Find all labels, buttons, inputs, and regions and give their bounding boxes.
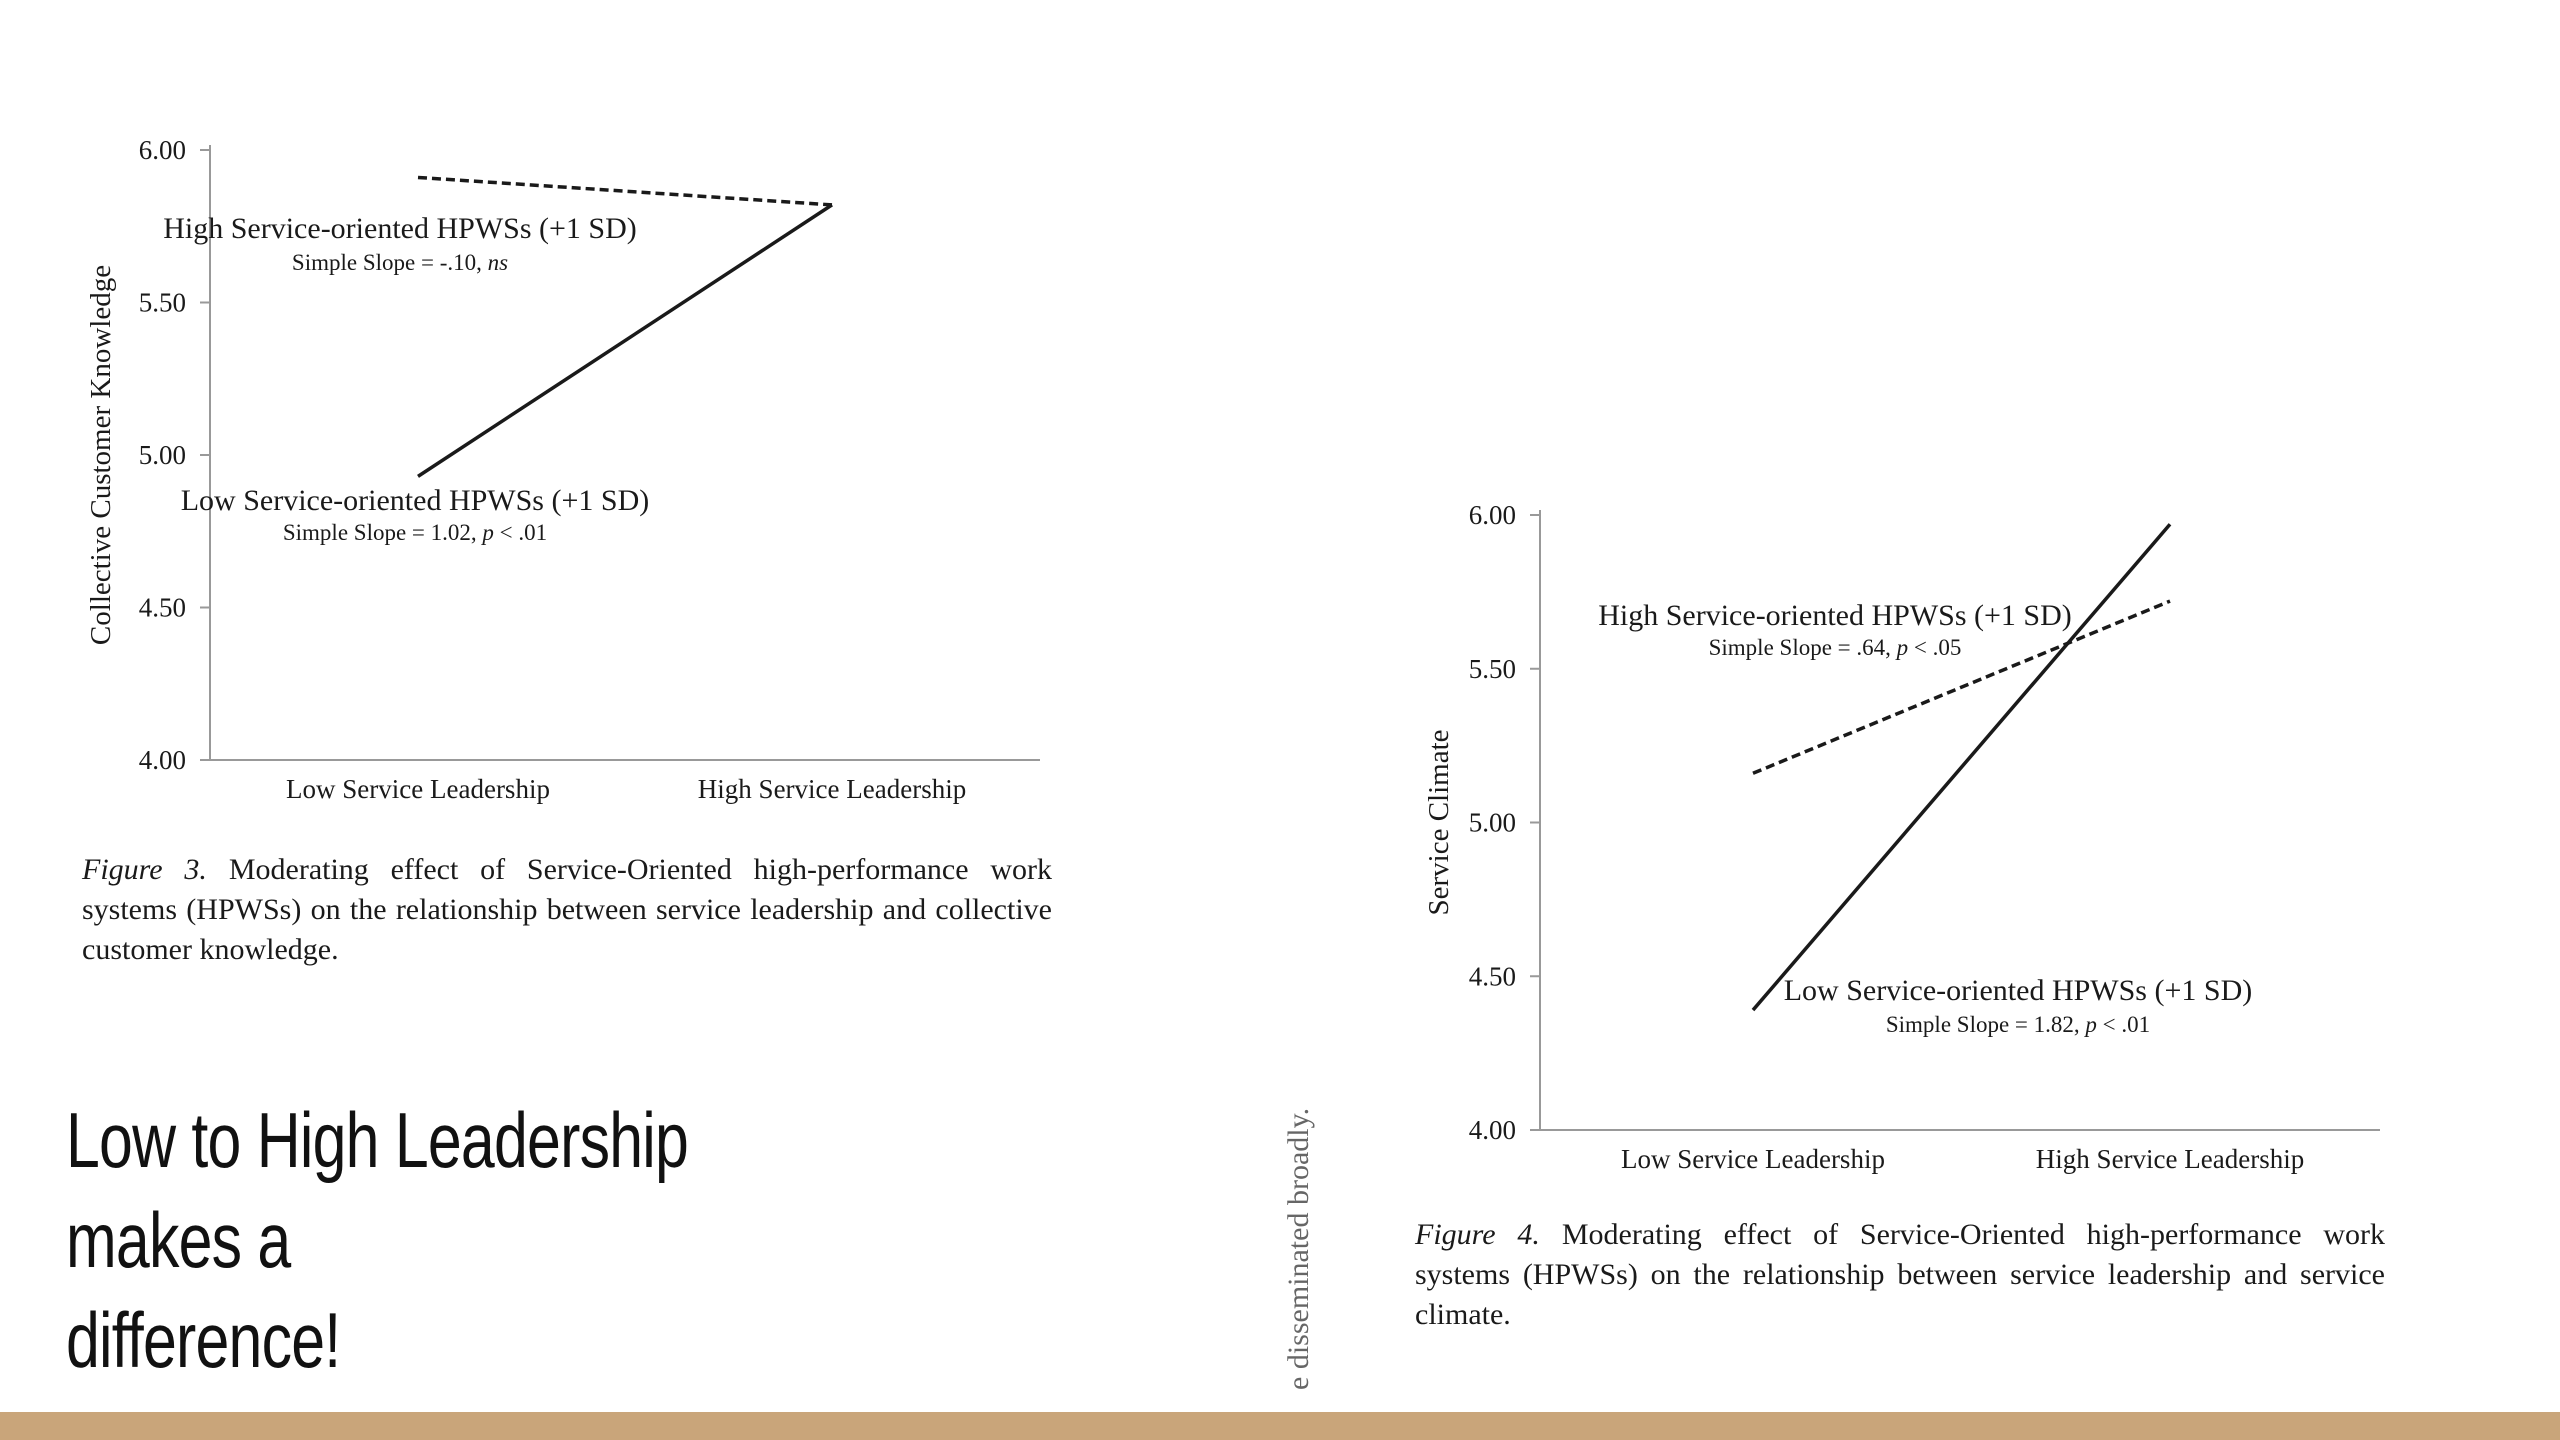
fig4-series-label: High Service-oriented HPWSs (+1 SD) [1598,599,2072,632]
fig3-y-tick-label: 4.00 [138,745,186,775]
side-text: e disseminated broadly. [1282,1107,1315,1390]
fig3-y-tick-label: 4.50 [138,592,186,623]
fig4-y-tick-label: 4.50 [1468,961,1516,992]
headline-line-1: Low to High Leadership makes a [66,1096,689,1284]
fig4-y-tick-label: 4.00 [1468,1115,1516,1145]
fig3-y-tick-label: 5.00 [138,440,186,470]
fig3-y-tick-label: 6.00 [138,135,186,165]
figure-4-caption-text: Moderating effect of Service-Oriented high-performance work systems (HPWSs) on the relationship between service leadership and service climate. [1415,1218,2385,1331]
fig3-simple-slope-label: Simple Slope = -.10, ns [291,250,509,275]
fig3-series-line-low-hpws [418,205,832,476]
chart-figure-3 [70,120,1080,820]
figure-4-caption [1415,1215,2385,1335]
fig4-y-tick-label: 5.00 [1468,807,1516,838]
fig4-x-tick-label: High Service Leadership [2035,1144,2305,1174]
figure-3-caption-text: Moderating effect of Service-Oriented high-performance work systems (HPWSs) on the relationship between service leadership and collective customer knowledge. [82,853,1052,966]
fig4-y-axis-title: Service Climate [1423,729,1455,916]
chart-figure-4 [1400,490,2410,1190]
figure-3-label: Figure 3. [82,853,207,886]
figure-4-label: Figure 4. [1415,1218,1540,1251]
fig3-x-tick-label: Low Service Leadership [286,774,550,804]
fig3-y-axis-title: Collective Customer Knowledge [85,264,117,646]
fig4-y-tick-label: 6.00 [1468,500,1516,530]
headline-line-2: difference! [66,1296,341,1384]
fig3-x-tick-label: High Service Leadership [697,774,967,804]
fig4-x-tick-label: Low Service Leadership [1621,1144,1885,1174]
figure-3-caption [82,850,1052,970]
fig3-series-line-high-hpws [418,177,832,204]
figure-3 [70,120,1080,966]
slide-headline [66,1090,846,1390]
fig4-y-tick-label: 5.50 [1468,653,1516,684]
fig3-series-label: Low Service-oriented HPWSs (+1 SD) [180,484,650,517]
fig4-simple-slope-label: Simple Slope = 1.82, p < .01 [1885,1012,2151,1037]
figure-4 [1400,490,2410,1360]
fig4-series-line-low-hpws [1753,524,2170,1010]
fig3-y-tick-label: 5.50 [138,287,186,318]
fig3-simple-slope-label: Simple Slope = 1.02, p < .01 [282,520,548,545]
fig4-simple-slope-label: Simple Slope = .64, p < .05 [1708,635,1962,660]
fig3-series-label: High Service-oriented HPWSs (+1 SD) [163,212,637,245]
bottom-bar [0,1412,2560,1440]
fig4-series-label: Low Service-oriented HPWSs (+1 SD) [1783,974,2253,1007]
